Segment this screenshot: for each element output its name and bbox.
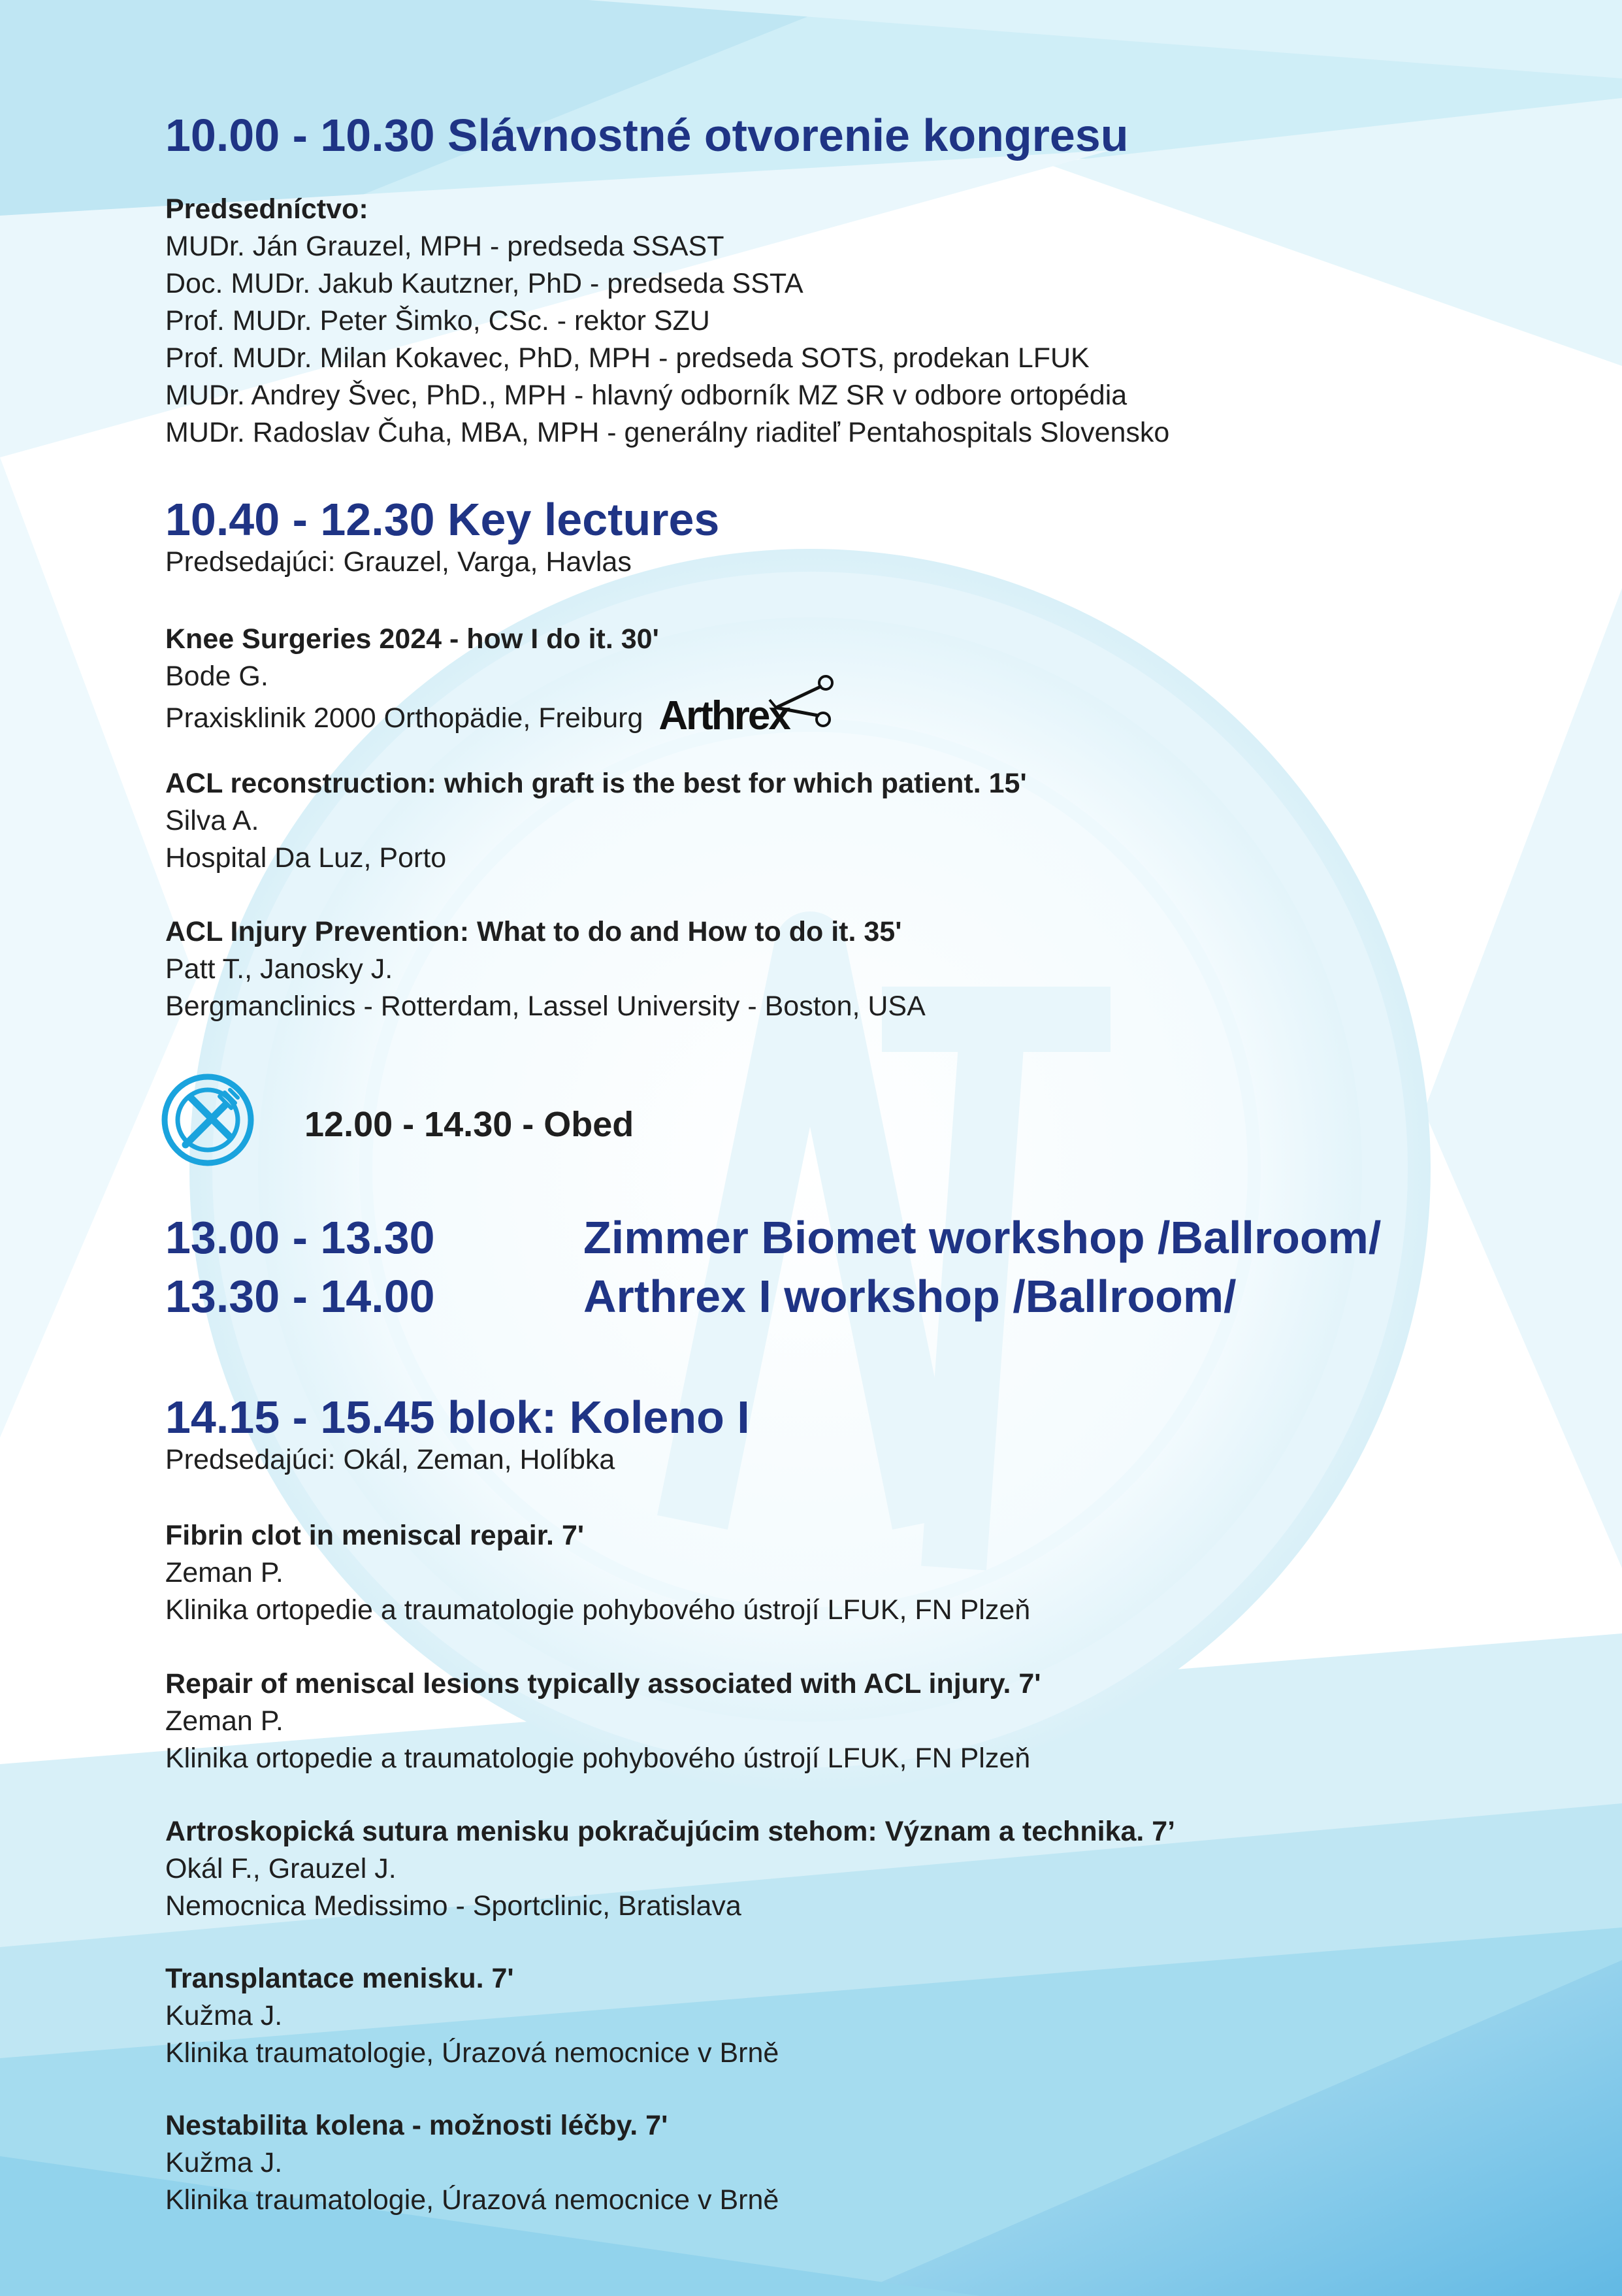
lunch-time: 12.00 - 14.30 - Obed xyxy=(304,1105,634,1144)
talk-item xyxy=(165,1517,1030,1629)
workshop-title: Zimmer Biomet workshop /Ballroom/ xyxy=(583,1212,1382,1263)
presidium-member: Prof. MUDr. Milan Kokavec, PhD, MPH - predseda SOTS, prodekan LFUK xyxy=(165,342,1090,374)
talk-item xyxy=(165,2107,779,2219)
talk-authors: Silva A. xyxy=(165,805,259,836)
plate-cutlery-icon xyxy=(159,1072,256,1168)
scissors-icon xyxy=(763,674,841,732)
talk-title: Nestabilita kolena - možnosti léčby. 7' xyxy=(165,2110,668,2141)
talk-authors: Kužma J. xyxy=(165,2147,283,2178)
talk-institution: Nemocnica Medissimo - Sportclinic, Bratislava xyxy=(165,1890,741,1922)
talk-authors: Zeman P. xyxy=(165,1557,284,1588)
talk-title: Repair of meniscal lesions typically associated with ACL injury. 7' xyxy=(165,1668,1041,1699)
opening-title: 10.00 - 10.30 Slávnostné otvorenie kongresu xyxy=(165,110,1129,161)
presidium-member: MUDr. Andrey Švec, PhD., MPH - hlavný odborník MZ SR v odbore ortopédia xyxy=(165,380,1127,411)
talk-item xyxy=(165,1960,779,2072)
talk-item xyxy=(165,913,926,1025)
talk-title: ACL Injury Prevention: What to do and How to do it. 35' xyxy=(165,916,902,947)
talk-authors: Okál F., Grauzel J. xyxy=(165,1853,397,1884)
arthrex-logo xyxy=(658,693,841,739)
talk-item xyxy=(165,621,841,742)
key-lectures-chairs: Predsedajúci: Grauzel, Varga, Havlas xyxy=(165,546,632,578)
presidium-member: MUDr. Radoslav Čuha, MBA, MPH - generálny riaditeľ Pentahospitals Slovensko xyxy=(165,417,1170,448)
talk-institution: Klinika traumatologie, Úrazová nemocnice v Brně xyxy=(165,2184,779,2216)
talk-authors: Bode G. xyxy=(165,661,268,692)
key-lectures-title: 10.40 - 12.30 Key lectures xyxy=(165,494,720,545)
workshop-title: Arthrex I workshop /Ballroom/ xyxy=(583,1271,1237,1322)
talk-title: ACL reconstruction: which graft is the best for which patient. 15' xyxy=(165,768,1027,799)
presidium-label: Predsedníctvo: xyxy=(165,193,368,225)
talk-institution-row xyxy=(165,695,841,742)
talk-title: Transplantace menisku. 7' xyxy=(165,1963,514,1994)
talk-item xyxy=(165,765,1027,877)
knee-block-title: 14.15 - 15.45 blok: Koleno I xyxy=(165,1392,750,1443)
talk-item xyxy=(165,1665,1041,1777)
workshop-time: 13.30 - 14.00 xyxy=(165,1271,435,1322)
talk-authors: Zeman P. xyxy=(165,1705,284,1737)
talk-institution: Bergmanclinics - Rotterdam, Lassel University - Boston, USA xyxy=(165,991,926,1022)
talk-title: Artroskopická sutura menisku pokračujúcim stehom: Význam a technika. 7’ xyxy=(165,1816,1176,1847)
presidium-member: Doc. MUDr. Jakub Kautzner, PhD - predseda SSTA xyxy=(165,268,803,299)
talk-institution: Klinika traumatologie, Úrazová nemocnice v Brně xyxy=(165,2037,779,2069)
presidium-member: Prof. MUDr. Peter Šimko, CSc. - rektor SZU xyxy=(165,305,710,336)
talk-item xyxy=(165,1813,1175,1925)
talk-institution: Hospital Da Luz, Porto xyxy=(165,842,447,874)
talk-institution: Klinika ortopedie a traumatologie pohybového ústrojí LFUK, FN Plzeň xyxy=(165,1743,1031,1774)
talk-authors: Patt T., Janosky J. xyxy=(165,953,393,985)
presidium-member: MUDr. Ján Grauzel, MPH - predseda SSAST xyxy=(165,231,724,262)
arthrex-logo-text: Arthrex xyxy=(658,693,789,738)
talk-title: Fibrin clot in meniscal repair. 7' xyxy=(165,1520,585,1551)
talk-institution: Klinika ortopedie a traumatologie pohybového ústrojí LFUK, FN Plzeň xyxy=(165,1594,1031,1626)
talk-title: Knee Surgeries 2024 - how I do it. 30' xyxy=(165,623,659,655)
workshop-time: 13.00 - 13.30 xyxy=(165,1212,435,1263)
talk-institution: Praxisklinik 2000 Orthopädie, Freiburg xyxy=(165,702,643,734)
talk-authors: Kužma J. xyxy=(165,2000,283,2031)
knee-block-chairs: Predsedajúci: Okál, Zeman, Holíbka xyxy=(165,1444,615,1475)
